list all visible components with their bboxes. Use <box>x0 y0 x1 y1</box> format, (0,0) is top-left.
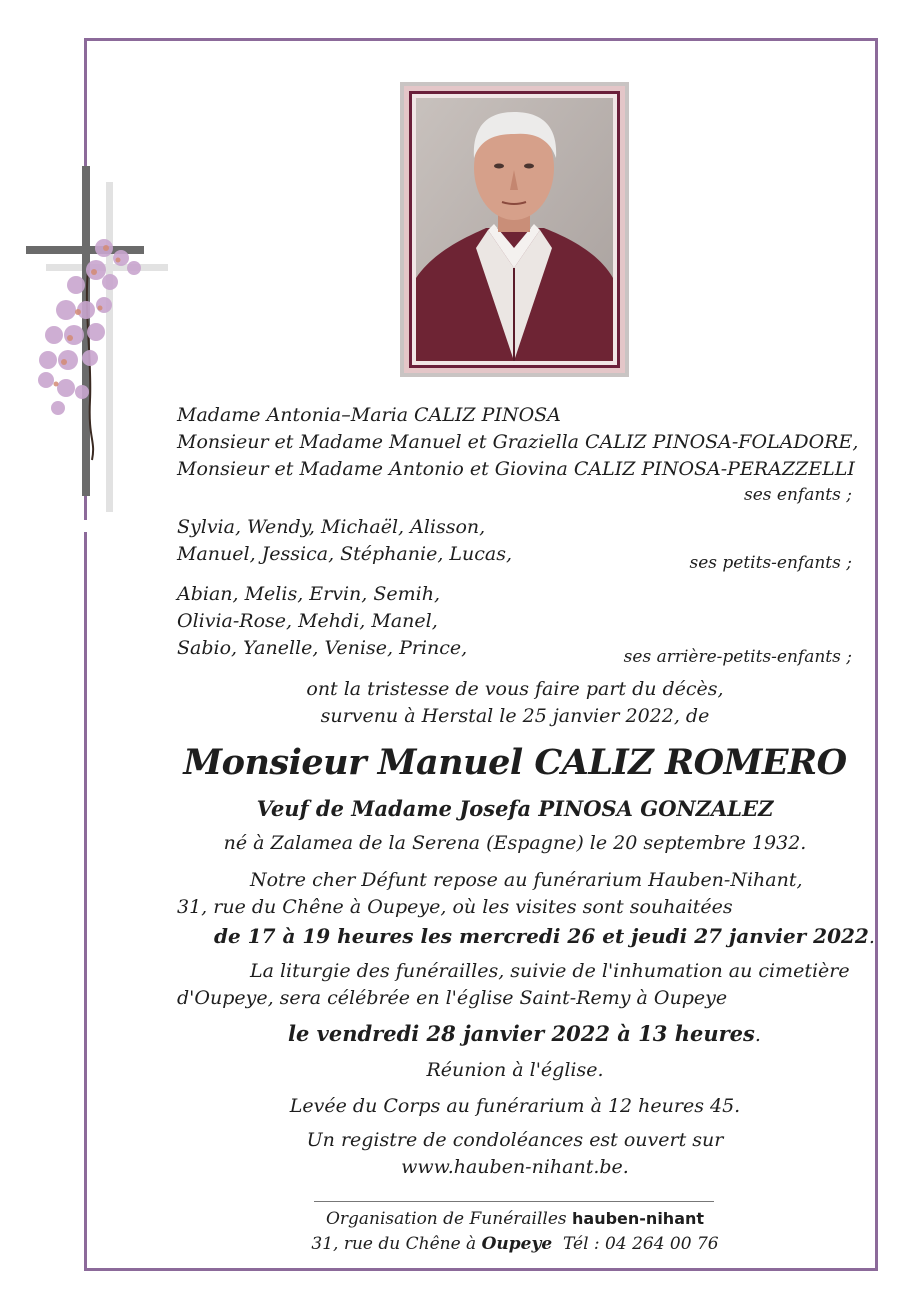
cross-with-flowers-decoration <box>26 160 176 520</box>
visitation-hours-end: . <box>868 926 875 948</box>
portrait-photo <box>409 91 620 368</box>
great-grandchildren-label: ses arrière-petits-enfants ; <box>623 647 852 667</box>
grandchildren-line-1: Sylvia, Wendy, Michaël, Alisson, <box>177 516 486 538</box>
deceased-name: Monsieur Manuel CALIZ ROMERO <box>183 742 847 783</box>
visitation-line-2: 31, rue du Chêne à Oupeye, où les visites sont souhaitées <box>177 896 733 918</box>
portrait-frame <box>400 82 629 377</box>
footer-address-pre: 31, rue du Chêne à <box>311 1234 477 1254</box>
funeral-date-text: le vendredi 28 janvier 2022 à 13 heures <box>288 1021 755 1046</box>
portrait-mat <box>404 86 625 373</box>
great-grandchildren-line-3: Sabio, Yanelle, Venise, Prince, <box>177 637 468 659</box>
footer-phone: Tél : 04 264 00 76 <box>562 1234 719 1254</box>
footer-brand-logo: hauben-nihant <box>572 1209 705 1228</box>
footer-address <box>0 1236 918 1253</box>
funeral-date-end: . <box>754 1024 761 1046</box>
great-grandchildren-line-1: Abian, Melis, Ervin, Semih, <box>177 583 440 605</box>
footer-divider <box>314 1201 714 1202</box>
registry-url: www.hauben-nihant.be. <box>401 1156 629 1178</box>
announcement-line-1: ont la tristesse de vous faire part du décès, <box>306 678 724 700</box>
footer-town: Oupeye <box>481 1234 553 1254</box>
levee-info: Levée du Corps au funérarium à 12 heures 45. <box>289 1095 741 1117</box>
child-line-1: Madame Antonia–Maria CALIZ PINOSA <box>177 404 561 426</box>
child-line-3: Monsieur et Madame Antonio et Giovina CALIZ PINOSA-PERAZZELLI <box>177 458 855 480</box>
footer-organisation <box>0 1211 918 1228</box>
grandchildren-label: ses petits-enfants ; <box>689 553 852 573</box>
funeral-line-2: d'Oupeye, sera célébrée en l'église Saint-Remy à Oupeye <box>177 987 728 1009</box>
child-line-2: Monsieur et Madame Manuel et Graziella CALIZ PINOSA-FOLADORE, <box>177 431 859 453</box>
registry-line-1: Un registre de condoléances est ouvert sur <box>306 1129 724 1151</box>
grandchildren-line-2: Manuel, Jessica, Stéphanie, Lucas, <box>177 543 513 565</box>
visitation-hours <box>214 926 875 947</box>
footer-org-label: Organisation de Funérailles <box>325 1209 567 1229</box>
funeral-line-1: La liturgie des funérailles, suivie de l'inhumation au cimetière <box>250 960 850 982</box>
visitation-hours-text: de 17 à 19 heures les mercredi 26 et jeudi 27 janvier 2022 <box>214 924 869 948</box>
meeting-info: Réunion à l'église. <box>426 1059 604 1081</box>
children-label: ses enfants ; <box>744 485 852 505</box>
funeral-date <box>288 1023 761 1045</box>
border-gap <box>80 520 90 532</box>
great-grandchildren-line-2: Olivia-Rose, Mehdi, Manel, <box>177 610 438 632</box>
birth-info: né à Zalamea de la Serena (Espagne) le 20 septembre 1932. <box>223 832 807 854</box>
visitation-line-1: Notre cher Défunt repose au funérarium Hauben-Nihant, <box>250 869 803 891</box>
widower-of: Veuf de Madame Josefa PINOSA GONZALEZ <box>256 796 774 821</box>
announcement-line-2: survenu à Herstal le 25 janvier 2022, de <box>320 705 710 727</box>
